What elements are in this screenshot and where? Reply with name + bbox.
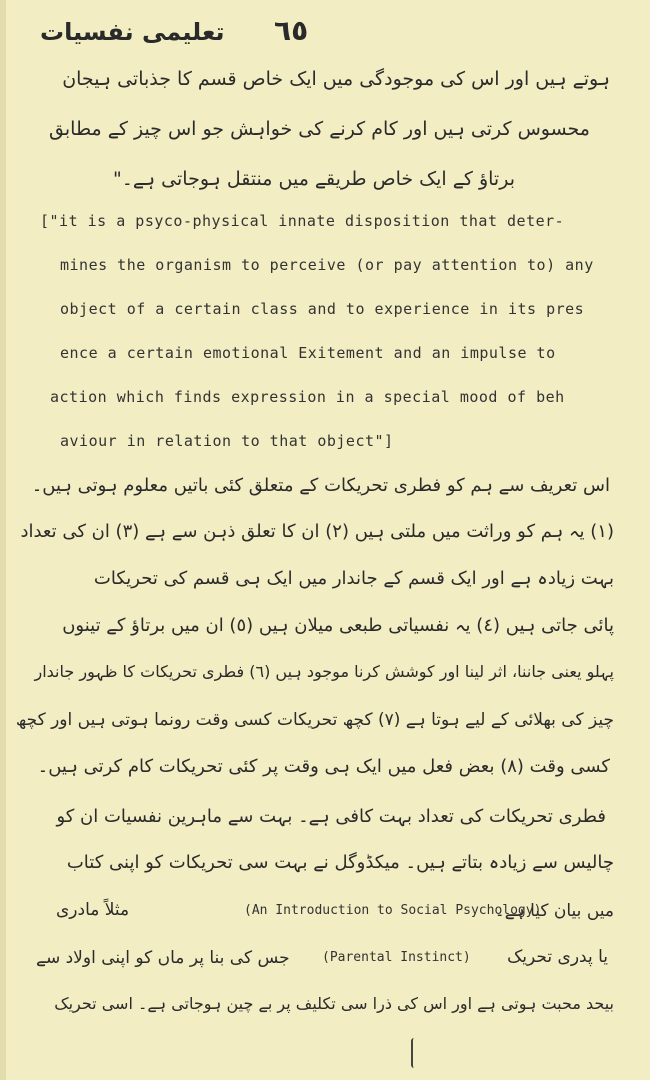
urdu-line: پہلو یعنی جاننا، اثر لینا اور کوشش کرنا موجود ہیں (٦) فطری تحریکات کا ظہور جاندار — [34, 662, 614, 681]
urdu-line: (١) یہ ہم کو وراثت میں ملتی ہیں (٢) ان کا تعلق ذہن سے ہے (٣) ان کی تعداد — [20, 521, 614, 542]
english-line: ence a certain emotional Exitement and an impulse to — [60, 344, 556, 362]
urdu-line: فطری تحریکات کی تعداد بہت کافی ہے۔ بہت سے ماہرین نفسیات ان کو — [56, 806, 606, 827]
urdu-line: ہوتے ہیں اور اس کی موجودگی میں ایک خاص قسم کا جذباتی ہیجان — [62, 68, 610, 90]
page-edge — [0, 0, 6, 1080]
running-title: تعلیمی نفسیات — [40, 18, 225, 46]
urdu-line: محسوس کرتی ہیں اور کام کرنے کی خواہش جو اس چیز کے مطابق — [49, 118, 590, 140]
urdu-line: برتاؤ کے ایک خاص طریقے میں منتقل ہوجاتی ہے۔" — [113, 168, 515, 190]
page-header — [30, 12, 620, 62]
english-book-title: (An Introduction to Social Psychology) — [244, 903, 542, 918]
english-line: mines the organism to perceive (or pay attention to) any — [60, 256, 594, 274]
english-line: action which finds expression in a special mood of beh — [50, 388, 565, 406]
urdu-line: اس تعریف سے ہم کو فطری تحریکات کے متعلق کئی باتیں معلوم ہوتی ہیں۔ — [31, 475, 610, 496]
page-number: ٦٥ — [274, 14, 309, 47]
ink-mark — [411, 1038, 417, 1068]
english-term: (Parental Instinct) — [322, 950, 471, 965]
urdu-line: چالیس سے زیادہ بتاتے ہیں۔ میکڈوگل نے بہت سی تحریکات کو اپنی کتاب — [66, 852, 614, 873]
english-line: aviour in relation to that object"] — [60, 432, 394, 450]
english-line: object of a certain class and to experience in its pres — [60, 300, 585, 318]
urdu-line: بیحد محبت ہوتی ہے اور اس کی ذرا سی تکلیف پر بے چین ہوجاتی ہے۔ اسی تحریک — [54, 994, 614, 1013]
urdu-line-fragment: یا پدری تحریک — [507, 947, 608, 967]
urdu-line: چیز کی بھلائی کے لیے ہوتا ہے (٧) کچھ تحریکات کسی وقت رونما ہوتی ہیں اور کچھ — [15, 710, 614, 730]
urdu-line-fragment: مثلاً مادری — [56, 900, 130, 920]
urdu-line: پائی جاتی ہیں (٤) یہ نفسیاتی طبعی میلان ہیں (٥) ان میں برتاؤ کے تینوں — [62, 615, 614, 636]
urdu-line-fragment: جس کی بنا پر ماں کو اپنی اولاد سے — [36, 948, 290, 968]
urdu-line-fragment: میں بیان کیا ہے۔ — [494, 901, 614, 921]
english-line: ["it is a psyco-physical innate disposition that deter- — [40, 212, 565, 230]
urdu-line: بہت زیادہ ہے اور ایک قسم کے جاندار میں ایک ہی قسم کی تحریکات — [93, 568, 614, 589]
urdu-line: کسی وقت (٨) بعض فعل میں ایک ہی وقت پر کئی تحریکات کام کرتی ہیں۔ — [37, 756, 610, 777]
